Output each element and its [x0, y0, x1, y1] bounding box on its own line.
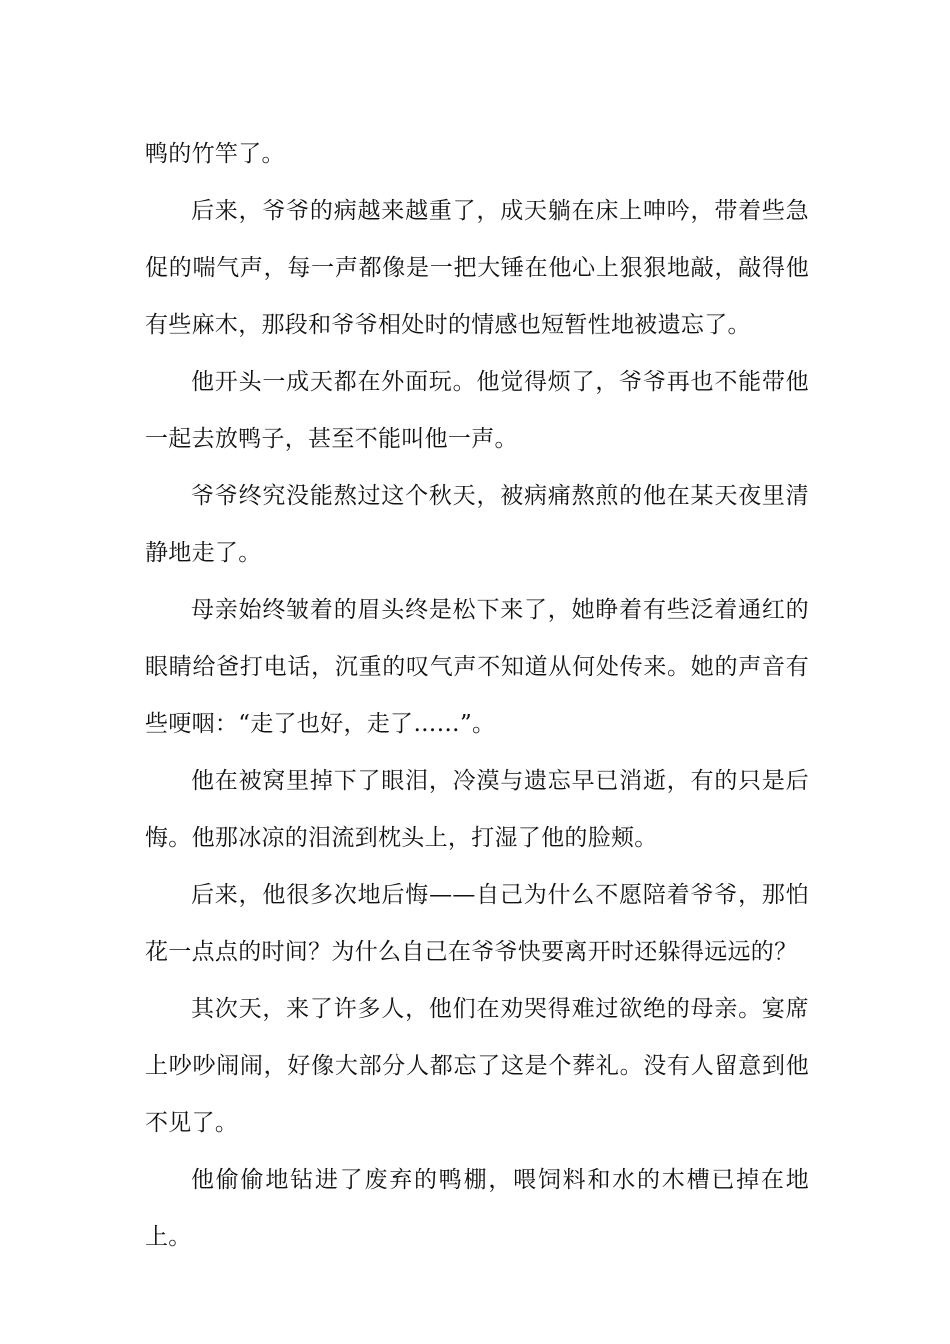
paragraph-8: 其次天，来了许多人，他们在劝哭得难过欲绝的母亲。宴席上吵吵闹闹，好像大部分人都忘了这是个葬礼。没有人留意到他不见了。	[145, 996, 809, 1136]
paragraph-7: 后来，他很多次地后悔——自己为什么不愿陪着爷爷，那怕花一点点的时间？为什么自己在爷爷快要离开时还躲得远远的？	[145, 882, 809, 965]
document-body	[145, 126, 809, 1266]
paragraph-2: 后来，爷爷的病越来越重了，成天躺在床上呻吟，带着些急促的喘气声，每一声都像是一把大锤在他心上狠狠地敲，敲得他有些麻木，那段和爷爷相处时的情感也短暂性地被遗忘了。	[145, 198, 809, 338]
paragraph-6: 他在被窝里掉下了眼泪，冷漠与遗忘早已消逝，有的只是后悔。他那冰凉的泪流到枕头上，打湿了他的脸颊。	[145, 768, 809, 851]
paragraph-5: 母亲始终皱着的眉头终是松下来了，她睁着有些泛着通红的眼睛给爸打电话，沉重的叹气声不知道从何处传来。她的声音有些哽咽：“走了也好，走了……”。	[145, 597, 809, 737]
paragraph-4: 爷爷终究没能熬过这个秋天，被病痛熬煎的他在某天夜里清静地走了。	[145, 483, 809, 566]
paragraph-9: 他偷偷地钻进了废弃的鸭棚，喂饲料和水的木槽已掉在地上。	[145, 1167, 809, 1250]
paragraph-3: 他开头一成天都在外面玩。他觉得烦了，爷爷再也不能带他一起去放鸭子，甚至不能叫他一声。	[145, 369, 809, 452]
paragraph-1: 鸭的竹竿了。	[145, 141, 285, 167]
